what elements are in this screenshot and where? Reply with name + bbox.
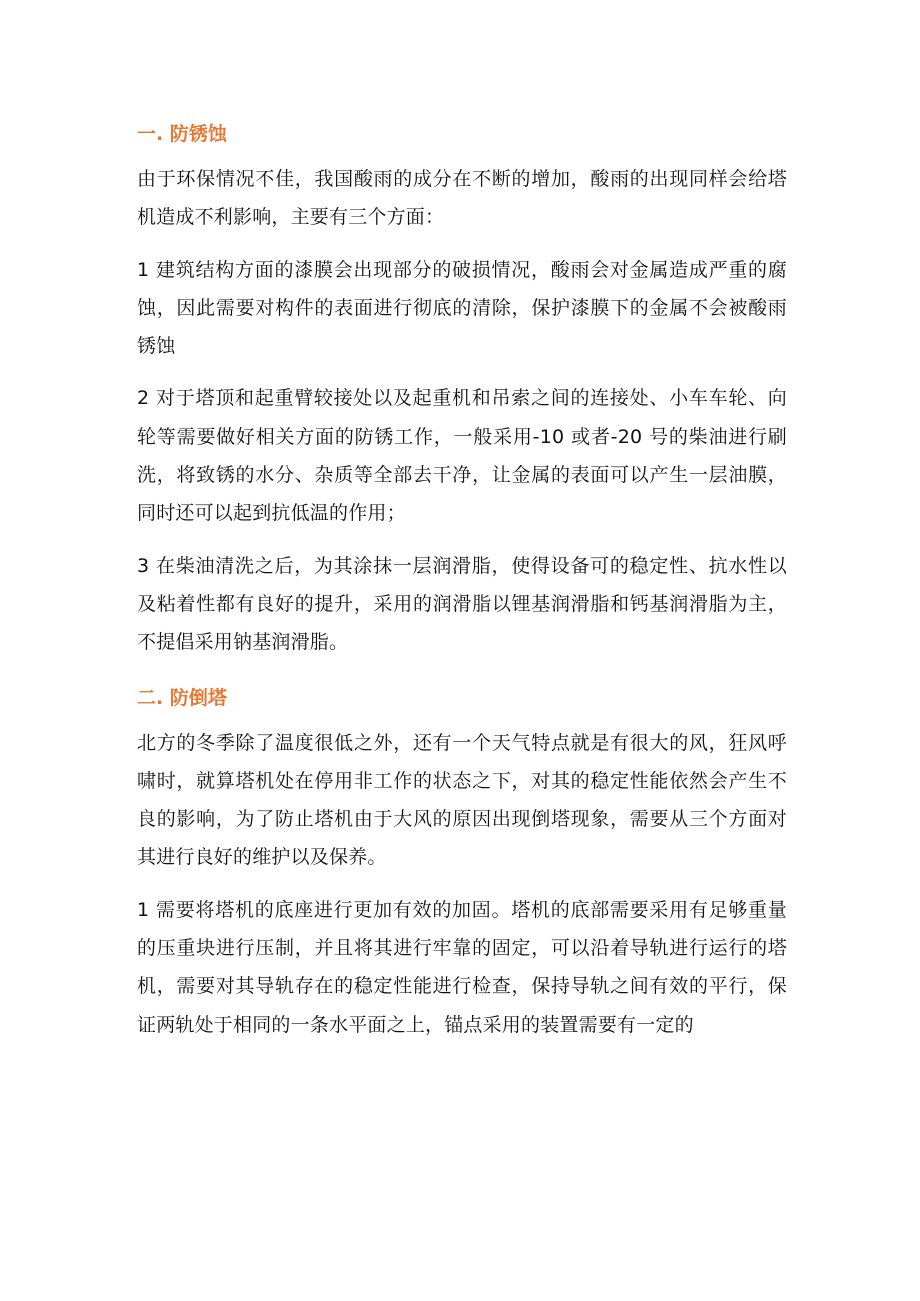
paragraph: 1 需要将塔机的底座进行更加有效的加固。塔机的底部需要采用有足够重量的压重块进行压制，并且将其进行牢靠的固定，可以沿着导轨进行运行的塔机，需要对其导轨存在的稳定性能进行检查，保持导轨之间有效的平行，保证两轨处于相同的一条水平面之上，锚点采用的装置需要有一定的 xyxy=(137,898,787,1036)
paragraph: 3 在柴油清洗之后，为其涂抹一层润滑脂，使得设备可的稳定性、抗水性以及粘着性都有良好的提升，采用的润滑脂以锂基润滑脂和钙基润滑脂为主，不提倡采用钠基润滑脂。 xyxy=(137,554,787,654)
paragraph: 2 对于塔顶和起重臂较接处以及起重机和吊索之间的连接处、小车车轮、向轮等需要做好相关方面的防锈工作，一般采用-10 或者-20 号的柴油进行刷洗，将致锈的水分、杂质等全部去干净，让金属的表面可以产生一层油膜，同时还可以起到抗低温的作用； xyxy=(137,387,787,525)
section-heading-anti-corrosion: 一. 防锈蚀 xyxy=(137,123,227,145)
paragraph: 1 建筑结构方面的漆膜会出现部分的破损情况，酸雨会对金属造成严重的腐蚀，因此需要对构件的表面进行彻底的清除，保护漆膜下的金属不会被酸雨锈蚀 xyxy=(137,258,787,358)
document-page xyxy=(137,112,787,1058)
paragraph: 由于环保情况不佳，我国酸雨的成分在不断的增加，酸雨的出现同样会给塔机造成不利影响，主要有三个方面： xyxy=(137,168,787,229)
section-heading-anti-toppling: 二. 防倒塔 xyxy=(137,686,227,709)
paragraph: 北方的冬季除了温度很低之外，还有一个天气特点就是有很大的风，狂风呼啸时，就算塔机处在停用非工作的状态之下，对其的稳定性能依然会产生不良的影响，为了防止塔机由于大风的原因出现倒塔现象，需要从三个方面对其进行良好的维护以及保养。 xyxy=(137,731,787,869)
